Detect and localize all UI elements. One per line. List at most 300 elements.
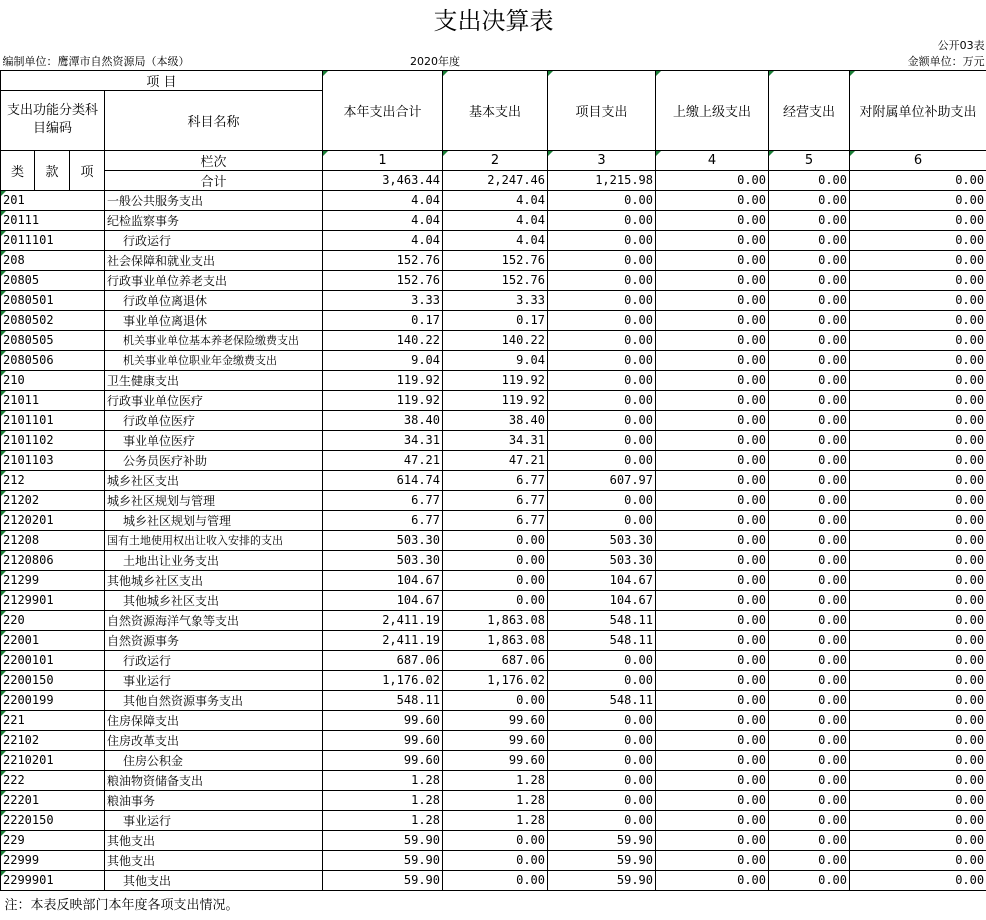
table-row — [1, 530, 986, 550]
row-value-6: 0.00 — [850, 470, 986, 490]
row-value-6: 0.00 — [850, 730, 986, 750]
row-value-2: 4.04 — [443, 230, 548, 250]
row-value-4: 0.00 — [656, 710, 769, 730]
row-value-6: 0.00 — [850, 650, 986, 670]
row-value-3: 503.30 — [548, 550, 656, 570]
row-value-1: 548.11 — [323, 690, 443, 710]
row-value-6: 0.00 — [850, 790, 986, 810]
table-row — [1, 490, 986, 510]
row-value-3: 0.00 — [548, 190, 656, 210]
row-value-5: 0.00 — [769, 530, 850, 550]
row-value-4: 0.00 — [656, 510, 769, 530]
row-value-3: 0.00 — [548, 310, 656, 330]
table-row — [1, 230, 986, 250]
row-value-2: 4.04 — [443, 210, 548, 230]
row-value-3: 0.00 — [548, 290, 656, 310]
row-name: 机关事业单位职业年金缴费支出 — [105, 350, 323, 370]
table-row — [1, 510, 986, 530]
row-value-4: 0.00 — [656, 690, 769, 710]
row-code: 22999 — [1, 850, 105, 870]
row-value-2: 1,863.08 — [443, 610, 548, 630]
row-value-6: 0.00 — [850, 630, 986, 650]
row-code: 2210201 — [1, 750, 105, 770]
amount-unit: 金额单位：万元 — [907, 55, 985, 69]
row-value-3: 0.00 — [548, 230, 656, 250]
row-value-5: 0.00 — [769, 230, 850, 250]
row-value-3: 0.00 — [548, 770, 656, 790]
row-value-4: 0.00 — [656, 610, 769, 630]
row-value-1: 503.30 — [323, 530, 443, 550]
row-name: 其他城乡社区支出 — [105, 570, 323, 590]
row-value-5: 0.00 — [769, 570, 850, 590]
row-value-1: 4.04 — [323, 190, 443, 210]
row-code: 212 — [1, 470, 105, 490]
table-row — [1, 690, 986, 710]
row-value-4: 0.00 — [656, 730, 769, 750]
row-code: 21208 — [1, 530, 105, 550]
row-value-4: 0.00 — [656, 390, 769, 410]
row-value-4: 0.00 — [656, 870, 769, 890]
row-value-6: 0.00 — [850, 410, 986, 430]
row-value-2: 99.60 — [443, 730, 548, 750]
row-value-5: 0.00 — [769, 690, 850, 710]
row-value-6: 0.00 — [850, 390, 986, 410]
row-value-1: 152.76 — [323, 270, 443, 290]
row-value-4: 0.00 — [656, 430, 769, 450]
table-row — [1, 430, 986, 450]
row-code: 22201 — [1, 790, 105, 810]
row-name: 行政运行 — [105, 650, 323, 670]
row-value-6: 0.00 — [850, 510, 986, 530]
table-row — [1, 650, 986, 670]
row-value-4: 0.00 — [656, 850, 769, 870]
row-value-4: 0.00 — [656, 670, 769, 690]
row-value-1: 4.04 — [323, 210, 443, 230]
row-name: 住房改革支出 — [105, 730, 323, 750]
table-row — [1, 450, 986, 470]
row-value-3: 0.00 — [548, 710, 656, 730]
row-name: 行政单位医疗 — [105, 410, 323, 430]
header-col-1: 本年支出合计 — [323, 70, 443, 150]
lanci-label: 栏次 — [105, 150, 323, 170]
row-code: 210 — [1, 370, 105, 390]
row-value-1: 614.74 — [323, 470, 443, 490]
row-value-1: 119.92 — [323, 370, 443, 390]
header-kuan: 款 — [35, 150, 70, 190]
header-col-5: 经营支出 — [769, 70, 850, 150]
row-value-5: 0.00 — [769, 410, 850, 430]
row-value-5: 0.00 — [769, 290, 850, 310]
table-row — [1, 310, 986, 330]
table-row — [1, 730, 986, 750]
row-value-3: 0.00 — [548, 250, 656, 270]
header-col-4: 上缴上级支出 — [656, 70, 769, 150]
row-code: 229 — [1, 830, 105, 850]
table-row — [1, 330, 986, 350]
row-value-1: 1.28 — [323, 810, 443, 830]
row-value-5: 0.00 — [769, 630, 850, 650]
row-value-4: 0.00 — [656, 550, 769, 570]
row-code: 2101102 — [1, 430, 105, 450]
row-value-3: 59.90 — [548, 870, 656, 890]
total-col-5: 0.00 — [769, 170, 850, 190]
row-value-3: 0.00 — [548, 450, 656, 470]
row-value-2: 0.00 — [443, 590, 548, 610]
row-value-5: 0.00 — [769, 710, 850, 730]
row-name: 事业运行 — [105, 670, 323, 690]
row-code: 2200101 — [1, 650, 105, 670]
row-value-3: 0.00 — [548, 750, 656, 770]
row-name: 土地出让业务支出 — [105, 550, 323, 570]
row-value-3: 0.00 — [548, 370, 656, 390]
row-name: 其他支出 — [105, 870, 323, 890]
row-value-1: 99.60 — [323, 730, 443, 750]
row-value-1: 140.22 — [323, 330, 443, 350]
row-code: 2220150 — [1, 810, 105, 830]
row-name: 城乡社区支出 — [105, 470, 323, 490]
row-value-2: 0.00 — [443, 530, 548, 550]
row-value-4: 0.00 — [656, 230, 769, 250]
row-value-1: 59.90 — [323, 830, 443, 850]
row-code: 220 — [1, 610, 105, 630]
row-name: 城乡社区规划与管理 — [105, 490, 323, 510]
row-value-5: 0.00 — [769, 730, 850, 750]
row-value-4: 0.00 — [656, 570, 769, 590]
table-row — [1, 550, 986, 570]
header-col-6: 对附属单位补助支出 — [850, 70, 986, 150]
table-row — [1, 750, 986, 770]
form-number: 公开03表 — [937, 38, 985, 52]
row-value-3: 0.00 — [548, 730, 656, 750]
row-value-6: 0.00 — [850, 210, 986, 230]
row-value-6: 0.00 — [850, 290, 986, 310]
row-value-1: 9.04 — [323, 350, 443, 370]
row-value-3: 0.00 — [548, 270, 656, 290]
row-value-6: 0.00 — [850, 550, 986, 570]
row-name: 卫生健康支出 — [105, 370, 323, 390]
row-value-6: 0.00 — [850, 330, 986, 350]
row-code: 2080506 — [1, 350, 105, 370]
row-value-5: 0.00 — [769, 330, 850, 350]
row-value-6: 0.00 — [850, 350, 986, 370]
row-value-5: 0.00 — [769, 850, 850, 870]
row-value-6: 0.00 — [850, 430, 986, 450]
row-value-5: 0.00 — [769, 510, 850, 530]
row-value-6: 0.00 — [850, 190, 986, 210]
row-name: 其他城乡社区支出 — [105, 590, 323, 610]
row-value-6: 0.00 — [850, 250, 986, 270]
row-name: 行政单位离退休 — [105, 290, 323, 310]
row-value-1: 99.60 — [323, 710, 443, 730]
row-code: 2200150 — [1, 670, 105, 690]
row-value-1: 59.90 — [323, 850, 443, 870]
row-name: 自然资源事务 — [105, 630, 323, 650]
table-row — [1, 270, 986, 290]
row-value-1: 503.30 — [323, 550, 443, 570]
row-value-4: 0.00 — [656, 530, 769, 550]
header-xiang: 项 — [70, 150, 105, 190]
row-value-4: 0.00 — [656, 290, 769, 310]
header-func-code: 支出功能分类科目编码 — [1, 90, 105, 150]
row-name: 行政事业单位医疗 — [105, 390, 323, 410]
row-value-4: 0.00 — [656, 350, 769, 370]
table-row — [1, 790, 986, 810]
row-value-4: 0.00 — [656, 630, 769, 650]
row-value-1: 3.33 — [323, 290, 443, 310]
table-row — [1, 350, 986, 370]
row-value-3: 0.00 — [548, 790, 656, 810]
row-value-5: 0.00 — [769, 270, 850, 290]
row-value-2: 1,863.08 — [443, 630, 548, 650]
row-value-5: 0.00 — [769, 430, 850, 450]
row-value-4: 0.00 — [656, 650, 769, 670]
row-code: 2200199 — [1, 690, 105, 710]
row-value-3: 0.00 — [548, 410, 656, 430]
table-row — [1, 250, 986, 270]
row-value-3: 0.00 — [548, 430, 656, 450]
table-row — [1, 850, 986, 870]
row-value-4: 0.00 — [656, 210, 769, 230]
row-code: 2120201 — [1, 510, 105, 530]
row-value-2: 47.21 — [443, 450, 548, 470]
row-value-2: 9.04 — [443, 350, 548, 370]
total-col-6: 0.00 — [850, 170, 986, 190]
row-value-2: 0.00 — [443, 550, 548, 570]
report-year: 2020年度 — [410, 55, 460, 69]
row-value-1: 687.06 — [323, 650, 443, 670]
row-name: 社会保障和就业支出 — [105, 250, 323, 270]
row-value-5: 0.00 — [769, 670, 850, 690]
table-row — [1, 470, 986, 490]
row-value-3: 548.11 — [548, 690, 656, 710]
row-value-6: 0.00 — [850, 270, 986, 290]
row-value-2: 0.00 — [443, 690, 548, 710]
row-code: 2101101 — [1, 410, 105, 430]
row-value-6: 0.00 — [850, 830, 986, 850]
row-code: 2080501 — [1, 290, 105, 310]
table-row — [1, 410, 986, 430]
row-value-3: 607.97 — [548, 470, 656, 490]
row-name: 住房公积金 — [105, 750, 323, 770]
row-code: 22001 — [1, 630, 105, 650]
table-row — [1, 570, 986, 590]
row-value-2: 4.04 — [443, 190, 548, 210]
row-value-1: 34.31 — [323, 430, 443, 450]
header-subject-name: 科目名称 — [105, 90, 323, 150]
row-value-1: 1.28 — [323, 770, 443, 790]
row-name: 自然资源海洋气象等支出 — [105, 610, 323, 630]
col-num-2: 2 — [443, 150, 548, 170]
row-value-4: 0.00 — [656, 470, 769, 490]
row-code: 20805 — [1, 270, 105, 290]
row-value-1: 104.67 — [323, 570, 443, 590]
table-row — [1, 590, 986, 610]
row-value-4: 0.00 — [656, 250, 769, 270]
row-value-1: 104.67 — [323, 590, 443, 610]
row-value-1: 152.76 — [323, 250, 443, 270]
row-value-2: 6.77 — [443, 470, 548, 490]
row-value-6: 0.00 — [850, 490, 986, 510]
total-col-2: 2,247.46 — [443, 170, 548, 190]
row-code: 2299901 — [1, 870, 105, 890]
row-value-5: 0.00 — [769, 590, 850, 610]
row-value-5: 0.00 — [769, 830, 850, 850]
row-code: 22102 — [1, 730, 105, 750]
row-value-1: 4.04 — [323, 230, 443, 250]
row-value-2: 1.28 — [443, 810, 548, 830]
table-row — [1, 810, 986, 830]
row-value-3: 0.00 — [548, 510, 656, 530]
total-col-3: 1,215.98 — [548, 170, 656, 190]
table-row — [1, 210, 986, 230]
row-value-3: 0.00 — [548, 390, 656, 410]
row-value-2: 0.00 — [443, 570, 548, 590]
col-num-3: 3 — [548, 150, 656, 170]
row-name: 城乡社区规划与管理 — [105, 510, 323, 530]
row-value-5: 0.00 — [769, 610, 850, 630]
row-value-6: 0.00 — [850, 710, 986, 730]
row-name: 事业单位医疗 — [105, 430, 323, 450]
row-value-4: 0.00 — [656, 750, 769, 770]
row-value-4: 0.00 — [656, 490, 769, 510]
row-value-5: 0.00 — [769, 370, 850, 390]
row-value-1: 0.17 — [323, 310, 443, 330]
row-value-5: 0.00 — [769, 450, 850, 470]
row-value-5: 0.00 — [769, 470, 850, 490]
row-code: 208 — [1, 250, 105, 270]
row-value-6: 0.00 — [850, 530, 986, 550]
row-value-6: 0.00 — [850, 810, 986, 830]
row-value-2: 38.40 — [443, 410, 548, 430]
row-value-6: 0.00 — [850, 670, 986, 690]
table-row — [1, 610, 986, 630]
row-code: 222 — [1, 770, 105, 790]
table-row — [1, 190, 986, 210]
row-code: 2011101 — [1, 230, 105, 250]
row-value-6: 0.00 — [850, 690, 986, 710]
col-num-5: 5 — [769, 150, 850, 170]
table-row — [1, 370, 986, 390]
row-name: 住房保障支出 — [105, 710, 323, 730]
col-num-4: 4 — [656, 150, 769, 170]
row-value-3: 503.30 — [548, 530, 656, 550]
row-value-2: 1.28 — [443, 790, 548, 810]
row-value-1: 99.60 — [323, 750, 443, 770]
row-value-3: 104.67 — [548, 590, 656, 610]
row-value-3: 0.00 — [548, 490, 656, 510]
row-value-3: 0.00 — [548, 210, 656, 230]
row-value-4: 0.00 — [656, 830, 769, 850]
row-code: 2080502 — [1, 310, 105, 330]
row-value-2: 140.22 — [443, 330, 548, 350]
row-value-6: 0.00 — [850, 870, 986, 890]
row-code: 221 — [1, 710, 105, 730]
row-value-3: 548.11 — [548, 630, 656, 650]
row-value-4: 0.00 — [656, 810, 769, 830]
row-value-3: 548.11 — [548, 610, 656, 630]
row-value-3: 0.00 — [548, 350, 656, 370]
row-value-3: 0.00 — [548, 650, 656, 670]
row-value-2: 0.00 — [443, 830, 548, 850]
total-label: 合计 — [105, 170, 323, 190]
row-value-2: 99.60 — [443, 750, 548, 770]
table-row — [1, 770, 986, 790]
table-row — [1, 870, 986, 890]
row-value-2: 119.92 — [443, 390, 548, 410]
row-code: 21011 — [1, 390, 105, 410]
footnote: 注：本表反映部门本年度各项支出情况。 — [4, 897, 239, 913]
row-name: 纪检监察事务 — [105, 210, 323, 230]
row-value-4: 0.00 — [656, 330, 769, 350]
row-value-4: 0.00 — [656, 370, 769, 390]
row-code: 2080505 — [1, 330, 105, 350]
row-value-2: 0.17 — [443, 310, 548, 330]
row-value-5: 0.00 — [769, 490, 850, 510]
row-value-1: 2,411.19 — [323, 610, 443, 630]
table-row — [1, 710, 986, 730]
row-name: 其他自然资源事务支出 — [105, 690, 323, 710]
row-name: 一般公共服务支出 — [105, 190, 323, 210]
row-value-5: 0.00 — [769, 390, 850, 410]
row-value-2: 3.33 — [443, 290, 548, 310]
row-value-6: 0.00 — [850, 370, 986, 390]
header-col-3: 项目支出 — [548, 70, 656, 150]
row-name: 粮油物资储备支出 — [105, 770, 323, 790]
row-value-6: 0.00 — [850, 570, 986, 590]
row-value-5: 0.00 — [769, 810, 850, 830]
row-value-5: 0.00 — [769, 210, 850, 230]
table-row — [1, 670, 986, 690]
row-value-1: 1,176.02 — [323, 670, 443, 690]
row-value-1: 47.21 — [323, 450, 443, 470]
row-value-2: 99.60 — [443, 710, 548, 730]
col-num-1: 1 — [323, 150, 443, 170]
row-value-4: 0.00 — [656, 190, 769, 210]
row-value-4: 0.00 — [656, 450, 769, 470]
row-name: 行政事业单位养老支出 — [105, 270, 323, 290]
row-code: 20111 — [1, 210, 105, 230]
row-value-3: 0.00 — [548, 330, 656, 350]
row-value-2: 119.92 — [443, 370, 548, 390]
row-value-1: 6.77 — [323, 510, 443, 530]
row-value-6: 0.00 — [850, 770, 986, 790]
header-lei: 类 — [1, 150, 35, 190]
row-value-4: 0.00 — [656, 770, 769, 790]
row-value-6: 0.00 — [850, 590, 986, 610]
page-title: 支出决算表 — [433, 6, 554, 35]
row-value-6: 0.00 — [850, 450, 986, 470]
row-value-6: 0.00 — [850, 750, 986, 770]
table-row — [1, 830, 986, 850]
row-value-5: 0.00 — [769, 310, 850, 330]
table-row — [1, 290, 986, 310]
row-value-5: 0.00 — [769, 650, 850, 670]
row-value-2: 152.76 — [443, 270, 548, 290]
row-name: 事业单位离退休 — [105, 310, 323, 330]
row-name: 其他支出 — [105, 850, 323, 870]
row-code: 2120806 — [1, 550, 105, 570]
row-name: 机关事业单位基本养老保险缴费支出 — [105, 330, 323, 350]
row-value-4: 0.00 — [656, 590, 769, 610]
row-value-2: 0.00 — [443, 870, 548, 890]
row-name: 行政运行 — [105, 230, 323, 250]
total-col-4: 0.00 — [656, 170, 769, 190]
row-value-3: 104.67 — [548, 570, 656, 590]
row-code: 21202 — [1, 490, 105, 510]
row-value-2: 1,176.02 — [443, 670, 548, 690]
row-value-1: 38.40 — [323, 410, 443, 430]
row-value-2: 6.77 — [443, 490, 548, 510]
